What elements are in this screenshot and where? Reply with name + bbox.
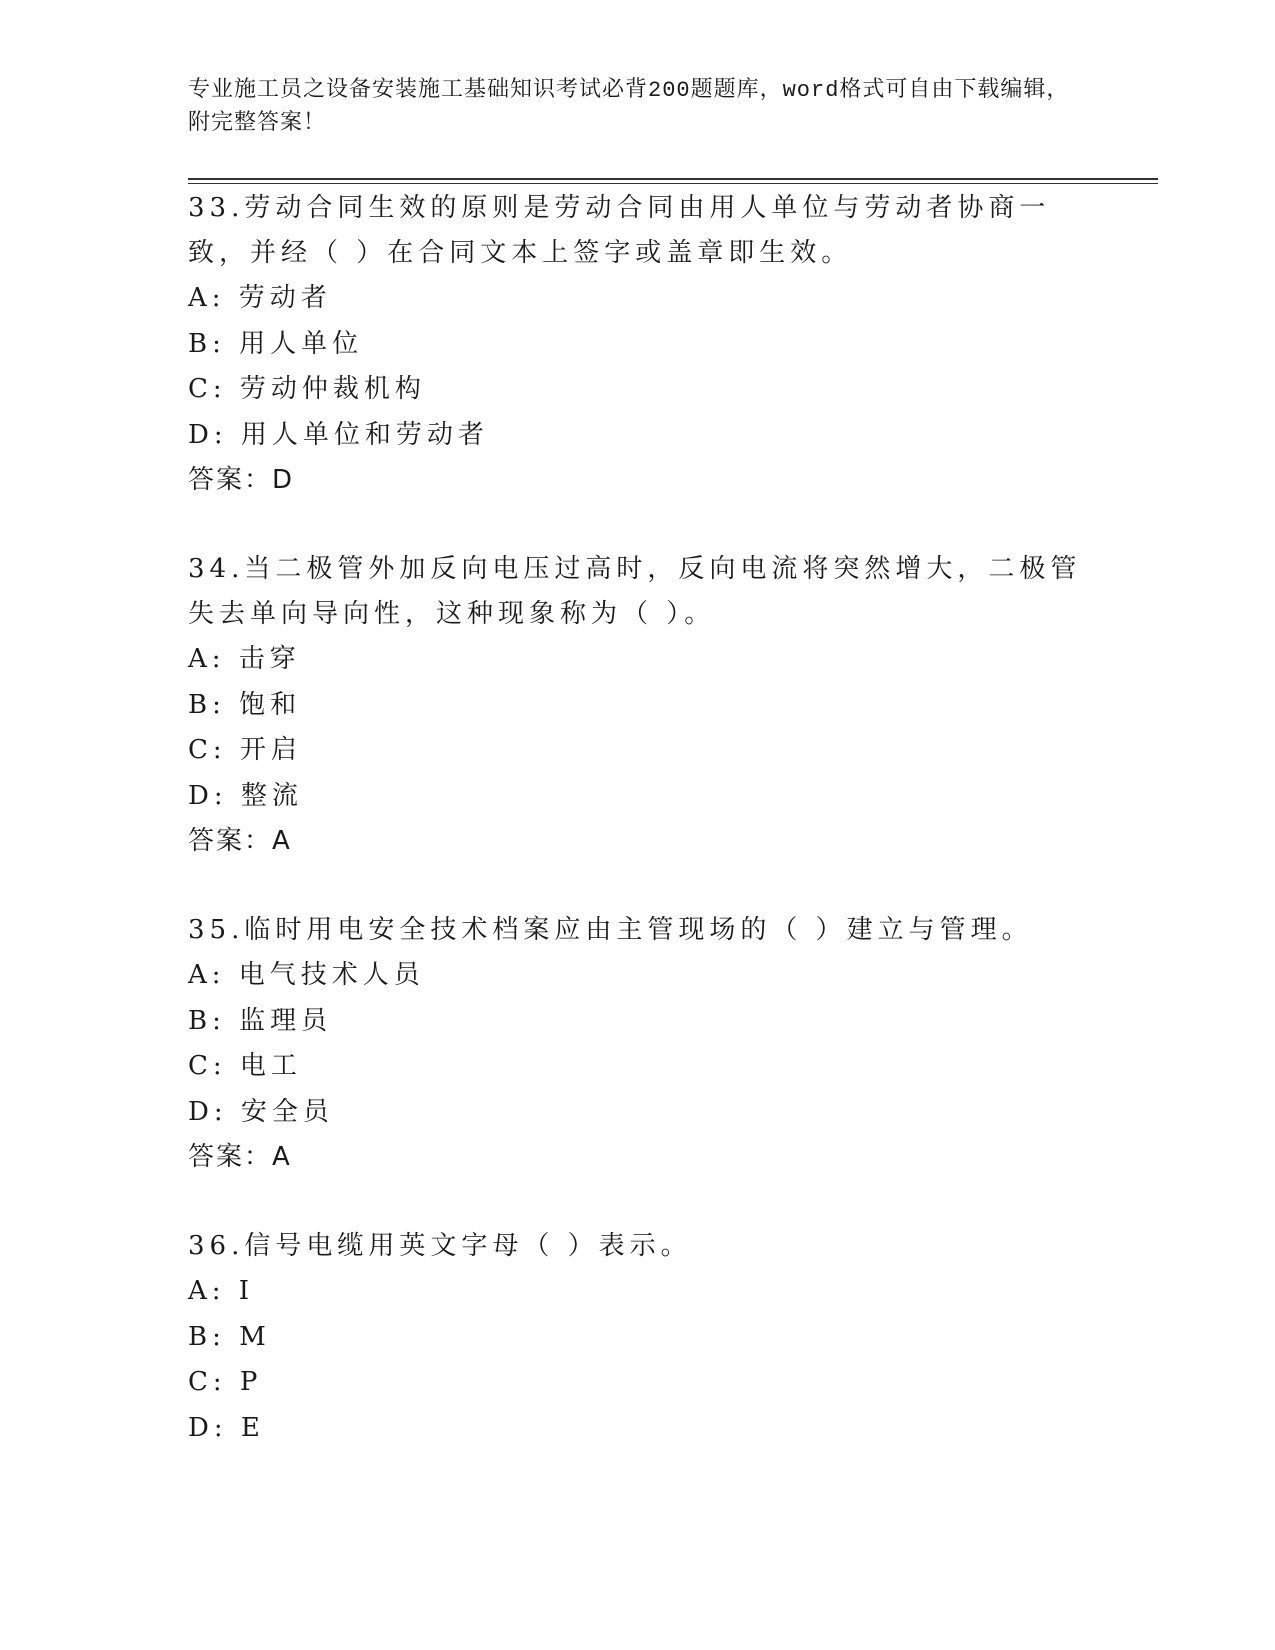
answer-line: 答案：D (188, 465, 295, 495)
option-a: A: 电气技术人员 (188, 960, 425, 990)
option-b: B: M (188, 1321, 271, 1352)
question-spacer (188, 503, 1088, 547)
option-d: D: E (188, 1412, 265, 1443)
question-list (188, 186, 1088, 1451)
option-a: A: I (188, 1276, 255, 1306)
header-divider-thick (188, 178, 1158, 180)
option-a: A: 击穿 (188, 644, 301, 674)
option-d: D: 整流 (188, 780, 303, 811)
question-34 (188, 547, 1088, 864)
question-text: 36.信号电缆用英文字母（ ）表示。 (188, 1231, 692, 1261)
question-text: 33.劳动合同生效的原则是劳动合同由用人单位与劳动者协商一致，并经（ ）在合同文本上签字或盖章即生效。 (188, 193, 1051, 268)
question-text: 35.临时用电安全技术档案应由主管现场的（ ）建立与管理。 (188, 915, 1033, 945)
question-spacer (188, 1180, 1088, 1224)
header-divider-thin (188, 183, 1158, 184)
question-33 (188, 186, 1088, 503)
option-a: A: 劳动者 (188, 283, 332, 313)
option-c: C: P (188, 1367, 263, 1397)
question-36 (188, 1224, 1088, 1451)
option-c: C: 电工 (188, 1051, 302, 1081)
question-35 (188, 908, 1088, 1180)
answer-line: 答案：A (188, 826, 292, 856)
option-c: C: 劳动仲裁机构 (188, 374, 426, 404)
document-header: 专业施工员之设备安装施工基础知识考试必背200题题库，word格式可自由下载编辑，附完整答案！ (188, 78, 1070, 136)
option-b: B: 饱和 (188, 689, 302, 720)
question-spacer (188, 864, 1088, 908)
question-text: 34.当二极管外加反向电压过高时，反向电流将突然增大，二极管失去单向导向性，这种现象称为（ ）。 (188, 554, 1082, 629)
option-d: D: 用人单位和劳动者 (188, 419, 489, 450)
option-d: D: 安全员 (188, 1096, 334, 1127)
option-b: B: 监理员 (188, 1005, 333, 1036)
answer-line: 答案：A (188, 1142, 292, 1172)
option-c: C: 开启 (188, 735, 302, 765)
option-b: B: 用人单位 (188, 328, 364, 359)
